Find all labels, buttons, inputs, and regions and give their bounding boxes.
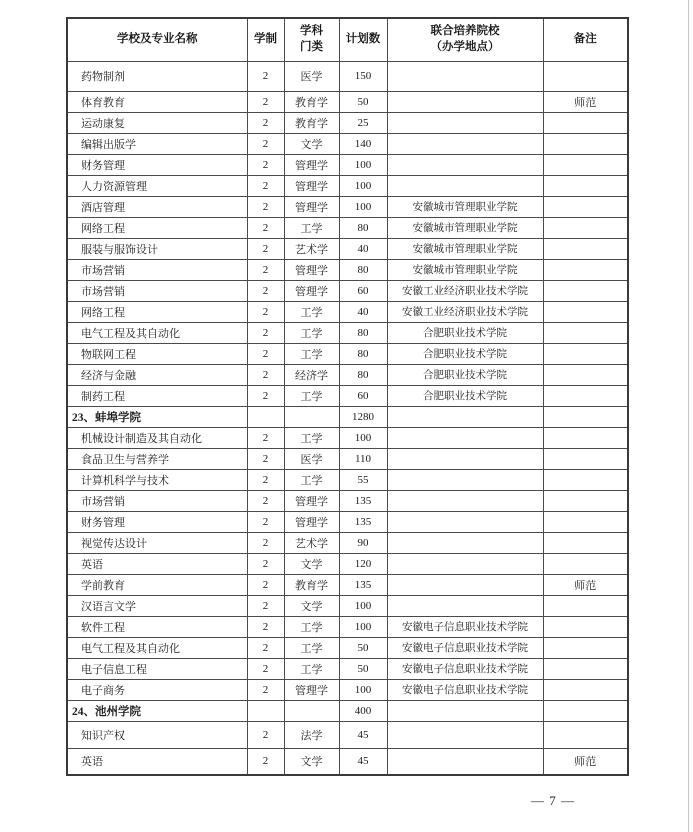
duration-cell: 2 [247,61,284,91]
partner-college-cell: 安徽电子信息职业技术学院 [387,658,543,679]
duration-cell: 2 [247,637,284,658]
partner-college-cell [387,91,543,112]
category-cell: 医学 [284,448,339,469]
duration-cell: 2 [247,616,284,637]
name-cell: 体育教育 [67,91,247,112]
plan-count-cell: 100 [339,427,387,448]
remark-cell: 师范 [543,748,628,775]
category-cell: 管理学 [284,259,339,280]
name-cell: 计算机科学与技术 [67,469,247,490]
enrollment-plan-table [66,17,629,776]
remark-cell [543,217,628,238]
duration-cell: 2 [247,112,284,133]
plan-count-cell: 60 [339,385,387,406]
plan-count-cell: 1280 [339,406,387,427]
name-cell: 英语 [67,748,247,775]
duration-cell: 2 [247,343,284,364]
category-cell: 教育学 [284,112,339,133]
partner-college-cell: 安徽城市管理职业学院 [387,196,543,217]
duration-cell: 2 [247,385,284,406]
plan-count-cell: 100 [339,196,387,217]
name-cell: 食品卫生与营养学 [67,448,247,469]
table-row [67,616,628,637]
category-cell: 教育学 [284,574,339,595]
table-row [67,469,628,490]
category-cell [284,406,339,427]
table-row [67,658,628,679]
name-cell: 网络工程 [67,301,247,322]
remark-cell [543,637,628,658]
name-cell: 经济与金融 [67,364,247,385]
partner-college-cell [387,61,543,91]
remark-cell [543,133,628,154]
category-cell: 管理学 [284,175,339,196]
partner-college-cell: 安徽电子信息职业技术学院 [387,616,543,637]
column-header-discipline-line2: 门类 [300,40,323,53]
category-cell: 工学 [284,427,339,448]
table-row [67,721,628,748]
name-cell: 市场营销 [67,280,247,301]
name-cell: 网络工程 [67,217,247,238]
plan-count-cell: 100 [339,595,387,616]
duration-cell: 2 [247,427,284,448]
name-cell: 汉语言文学 [67,595,247,616]
remark-cell [543,154,628,175]
partner-college-cell: 合肥职业技术学院 [387,322,543,343]
duration-cell: 2 [247,280,284,301]
partner-college-cell [387,700,543,721]
duration-cell: 2 [247,532,284,553]
name-cell: 服装与服饰设计 [67,238,247,259]
table-row [67,427,628,448]
category-cell: 文学 [284,553,339,574]
plan-count-cell: 45 [339,721,387,748]
table-row [67,61,628,91]
category-cell: 工学 [284,322,339,343]
duration-cell [247,406,284,427]
partner-college-cell: 安徽工业经济职业技术学院 [387,280,543,301]
column-header-plan-count: 计划数 [339,18,387,61]
name-cell: 学前教育 [67,574,247,595]
partner-college-cell [387,511,543,532]
duration-cell: 2 [247,301,284,322]
name-cell: 人力资源管理 [67,175,247,196]
name-cell: 24、池州学院 [67,700,247,721]
name-cell: 市场营销 [67,259,247,280]
table-body [67,61,628,775]
name-cell: 市场营销 [67,490,247,511]
category-cell: 教育学 [284,91,339,112]
partner-college-cell [387,490,543,511]
name-cell: 制药工程 [67,385,247,406]
table-row [67,511,628,532]
table-row [67,322,628,343]
school-row [67,700,628,721]
partner-college-cell: 合肥职业技术学院 [387,343,543,364]
table-row [67,343,628,364]
partner-college-cell [387,553,543,574]
partner-college-cell [387,532,543,553]
name-cell: 电气工程及其自动化 [67,322,247,343]
duration-cell: 2 [247,364,284,385]
school-row [67,406,628,427]
duration-cell: 2 [247,658,284,679]
duration-cell: 2 [247,133,284,154]
column-header-remark: 备注 [543,18,628,61]
partner-college-cell: 安徽城市管理职业学院 [387,259,543,280]
table-row [67,748,628,775]
table-row [67,490,628,511]
name-cell: 酒店管理 [67,196,247,217]
remark-cell [543,490,628,511]
partner-college-cell [387,112,543,133]
plan-count-cell: 100 [339,175,387,196]
table-row [67,301,628,322]
category-cell: 管理学 [284,154,339,175]
column-header-discipline-line1: 学科 [300,25,323,38]
name-cell: 机械设计制造及其自动化 [67,427,247,448]
column-header-duration: 学制 [247,18,284,61]
remark-cell [543,112,628,133]
remark-cell [543,427,628,448]
remark-cell [543,406,628,427]
duration-cell: 2 [247,469,284,490]
partner-college-cell: 安徽城市管理职业学院 [387,238,543,259]
remark-cell [543,280,628,301]
category-cell: 工学 [284,469,339,490]
remark-cell: 师范 [543,91,628,112]
duration-cell: 2 [247,322,284,343]
duration-cell: 2 [247,574,284,595]
category-cell: 医学 [284,61,339,91]
remark-cell [543,511,628,532]
plan-count-cell: 140 [339,133,387,154]
table-row [67,679,628,700]
duration-cell: 2 [247,154,284,175]
duration-cell: 2 [247,259,284,280]
remark-cell [543,343,628,364]
plan-count-cell: 150 [339,61,387,91]
plan-count-cell: 50 [339,91,387,112]
table-row [67,259,628,280]
remark-cell [543,469,628,490]
partner-college-cell: 安徽城市管理职业学院 [387,217,543,238]
header-row [67,18,628,61]
partner-college-cell [387,133,543,154]
plan-count-cell: 80 [339,343,387,364]
plan-count-cell: 80 [339,217,387,238]
category-cell: 艺术学 [284,532,339,553]
plan-count-cell: 45 [339,748,387,775]
name-cell: 电子信息工程 [67,658,247,679]
category-cell: 艺术学 [284,238,339,259]
partner-college-cell [387,721,543,748]
name-cell: 视觉传达设计 [67,532,247,553]
duration-cell: 2 [247,748,284,775]
remark-cell [543,238,628,259]
page-edge-line [688,0,689,832]
table-row [67,133,628,154]
duration-cell: 2 [247,91,284,112]
plan-count-cell: 50 [339,658,387,679]
plan-count-cell: 55 [339,469,387,490]
plan-count-cell: 60 [339,280,387,301]
duration-cell: 2 [247,490,284,511]
table-row [67,574,628,595]
name-cell: 编辑出版学 [67,133,247,154]
table-row [67,595,628,616]
category-cell: 工学 [284,637,339,658]
category-cell: 工学 [284,658,339,679]
category-cell: 工学 [284,616,339,637]
plan-count-cell: 40 [339,301,387,322]
category-cell: 管理学 [284,511,339,532]
plan-count-cell: 25 [339,112,387,133]
partner-college-cell [387,154,543,175]
remark-cell: 师范 [543,574,628,595]
plan-count-cell: 120 [339,553,387,574]
partner-college-cell: 合肥职业技术学院 [387,385,543,406]
partner-college-cell [387,427,543,448]
category-cell: 文学 [284,748,339,775]
table-row [67,217,628,238]
name-cell: 药物制剂 [67,61,247,91]
column-header-discipline [284,18,339,61]
plan-count-cell: 90 [339,532,387,553]
remark-cell [543,259,628,280]
remark-cell [543,679,628,700]
table-row [67,364,628,385]
name-cell: 财务管理 [67,154,247,175]
partner-college-cell [387,748,543,775]
remark-cell [543,721,628,748]
duration-cell [247,700,284,721]
duration-cell: 2 [247,448,284,469]
table-row [67,280,628,301]
remark-cell [543,616,628,637]
duration-cell: 2 [247,238,284,259]
category-cell: 管理学 [284,280,339,301]
table-row [67,553,628,574]
table-header [67,18,628,61]
category-cell: 管理学 [284,196,339,217]
name-cell: 物联网工程 [67,343,247,364]
category-cell: 文学 [284,595,339,616]
name-cell: 知识产权 [67,721,247,748]
partner-college-cell: 安徽电子信息职业技术学院 [387,679,543,700]
partner-college-cell: 安徽工业经济职业技术学院 [387,301,543,322]
table-row [67,238,628,259]
category-cell: 工学 [284,385,339,406]
table-row [67,448,628,469]
duration-cell: 2 [247,217,284,238]
remark-cell [543,553,628,574]
column-header-school-major: 学校及专业名称 [67,18,247,61]
plan-count-cell: 40 [339,238,387,259]
name-cell: 运动康复 [67,112,247,133]
duration-cell: 2 [247,721,284,748]
plan-count-cell: 50 [339,637,387,658]
plan-count-cell: 80 [339,364,387,385]
duration-cell: 2 [247,679,284,700]
partner-college-cell: 安徽电子信息职业技术学院 [387,637,543,658]
table-row [67,385,628,406]
remark-cell [543,532,628,553]
remark-cell [543,196,628,217]
plan-count-cell: 80 [339,322,387,343]
plan-count-cell: 100 [339,616,387,637]
partner-college-cell [387,574,543,595]
plan-count-cell: 80 [339,259,387,280]
page-number: — 7 — [531,793,575,808]
category-cell: 工学 [284,301,339,322]
partner-college-cell: 合肥职业技术学院 [387,364,543,385]
category-cell: 工学 [284,217,339,238]
duration-cell: 2 [247,511,284,532]
category-cell: 经济学 [284,364,339,385]
plan-count-cell: 100 [339,679,387,700]
table-row [67,175,628,196]
partner-college-cell [387,448,543,469]
remark-cell [543,700,628,721]
plan-count-cell: 100 [339,154,387,175]
column-header-partner-line1: 联合培养院校 [430,25,500,38]
table-row [67,532,628,553]
column-header-partner-college [387,18,543,61]
name-cell: 财务管理 [67,511,247,532]
remark-cell [543,595,628,616]
name-cell: 电气工程及其自动化 [67,637,247,658]
duration-cell: 2 [247,196,284,217]
remark-cell [543,301,628,322]
category-cell: 管理学 [284,490,339,511]
table-row [67,91,628,112]
table-row [67,196,628,217]
remark-cell [543,175,628,196]
category-cell: 管理学 [284,679,339,700]
remark-cell [543,385,628,406]
plan-count-cell: 110 [339,448,387,469]
partner-college-cell [387,175,543,196]
name-cell: 软件工程 [67,616,247,637]
partner-college-cell [387,469,543,490]
category-cell: 法学 [284,721,339,748]
table-row [67,637,628,658]
table-row [67,154,628,175]
remark-cell [543,61,628,91]
category-cell: 工学 [284,343,339,364]
name-cell: 23、蚌埠学院 [67,406,247,427]
name-cell: 电子商务 [67,679,247,700]
partner-college-cell [387,406,543,427]
name-cell: 英语 [67,553,247,574]
remark-cell [543,322,628,343]
column-header-partner-line2: （办学地点） [430,40,500,53]
category-cell: 文学 [284,133,339,154]
partner-college-cell [387,595,543,616]
plan-count-cell: 135 [339,574,387,595]
plan-count-cell: 400 [339,700,387,721]
plan-count-cell: 135 [339,490,387,511]
duration-cell: 2 [247,553,284,574]
remark-cell [543,448,628,469]
duration-cell: 2 [247,175,284,196]
duration-cell: 2 [247,595,284,616]
table-row [67,112,628,133]
category-cell [284,700,339,721]
plan-count-cell: 135 [339,511,387,532]
remark-cell [543,658,628,679]
remark-cell [543,364,628,385]
